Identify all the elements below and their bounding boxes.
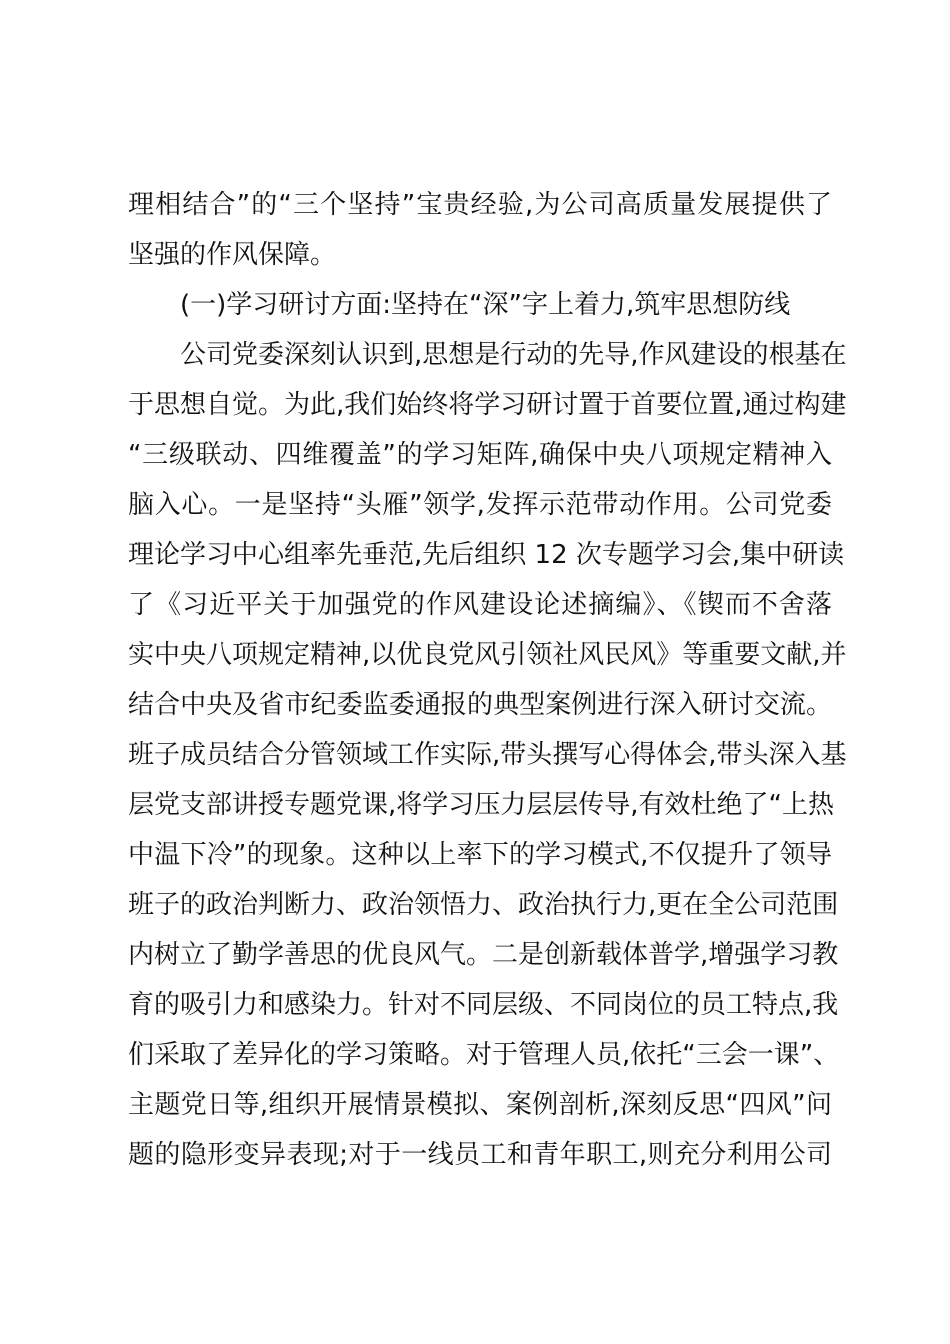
text-line: 题的隐形变异表现;对于一线员工和青年职工,则充分利用公司 — [128, 1140, 832, 1170]
section-heading: (一)学习研讨方面:坚持在“深”字上着力,筑牢思想防线 — [180, 290, 791, 320]
text-line: 班子成员结合分管领域工作实际,带头撰写心得体会,带头深入基 — [128, 740, 847, 770]
text-line: 内树立了勤学善思的优良风气。二是创新载体普学,增强学习教 — [128, 940, 839, 970]
text-line: 坚强的作风保障。 — [128, 240, 337, 270]
text-line: 结合中央及省市纪委监委通报的典型案例进行深入研讨交流。 — [128, 690, 832, 720]
text-line: 脑入心。一是坚持“头雁”领学,发挥示范带动作用。公司党委 — [128, 490, 832, 520]
text-line: 主题党日等,组织开展情景模拟、案例剖析,深刻反思“四风”问 — [128, 1090, 832, 1120]
text-line: 了《习近平关于加强党的作风建设论述摘编》、《锲而不舍落 — [128, 590, 832, 620]
text-line: 公司党委深刻认识到,思想是行动的先导,作风建设的根基在 — [180, 340, 847, 370]
text-line: 理论学习中心组率先垂范,先后组织 12 次专题学习会,集中研读 — [128, 540, 845, 570]
text-line: 于思想自觉。为此,我们始终将学习研讨置于首要位置,通过构建 — [128, 390, 847, 420]
body-text — [128, 180, 847, 1180]
text-line: 班子的政治判断力、政治领悟力、政治执行力,更在全公司范围 — [128, 890, 839, 920]
text-line: “三级联动、四维覆盖”的学习矩阵,确保中央八项规定精神入 — [128, 440, 832, 470]
text-line: 们采取了差异化的学习策略。对于管理人员,依托“三会一课”、 — [128, 1040, 840, 1070]
text-line: 育的吸引力和感染力。针对不同层级、不同岗位的员工特点,我 — [128, 990, 839, 1020]
text-line: 层党支部讲授专题党课,将学习压力层层传导,有效杜绝了“上热 — [128, 790, 834, 820]
text-line: 实中央八项规定精神,以优良党风引领社风民风》等重要文献,并 — [128, 640, 847, 670]
text-line: 中温下冷”的现象。这种以上率下的学习模式,不仅提升了领导 — [128, 840, 832, 870]
text-line: 理相结合”的“三个坚持”宝贵经验,为公司高质量发展提供了 — [128, 190, 832, 220]
